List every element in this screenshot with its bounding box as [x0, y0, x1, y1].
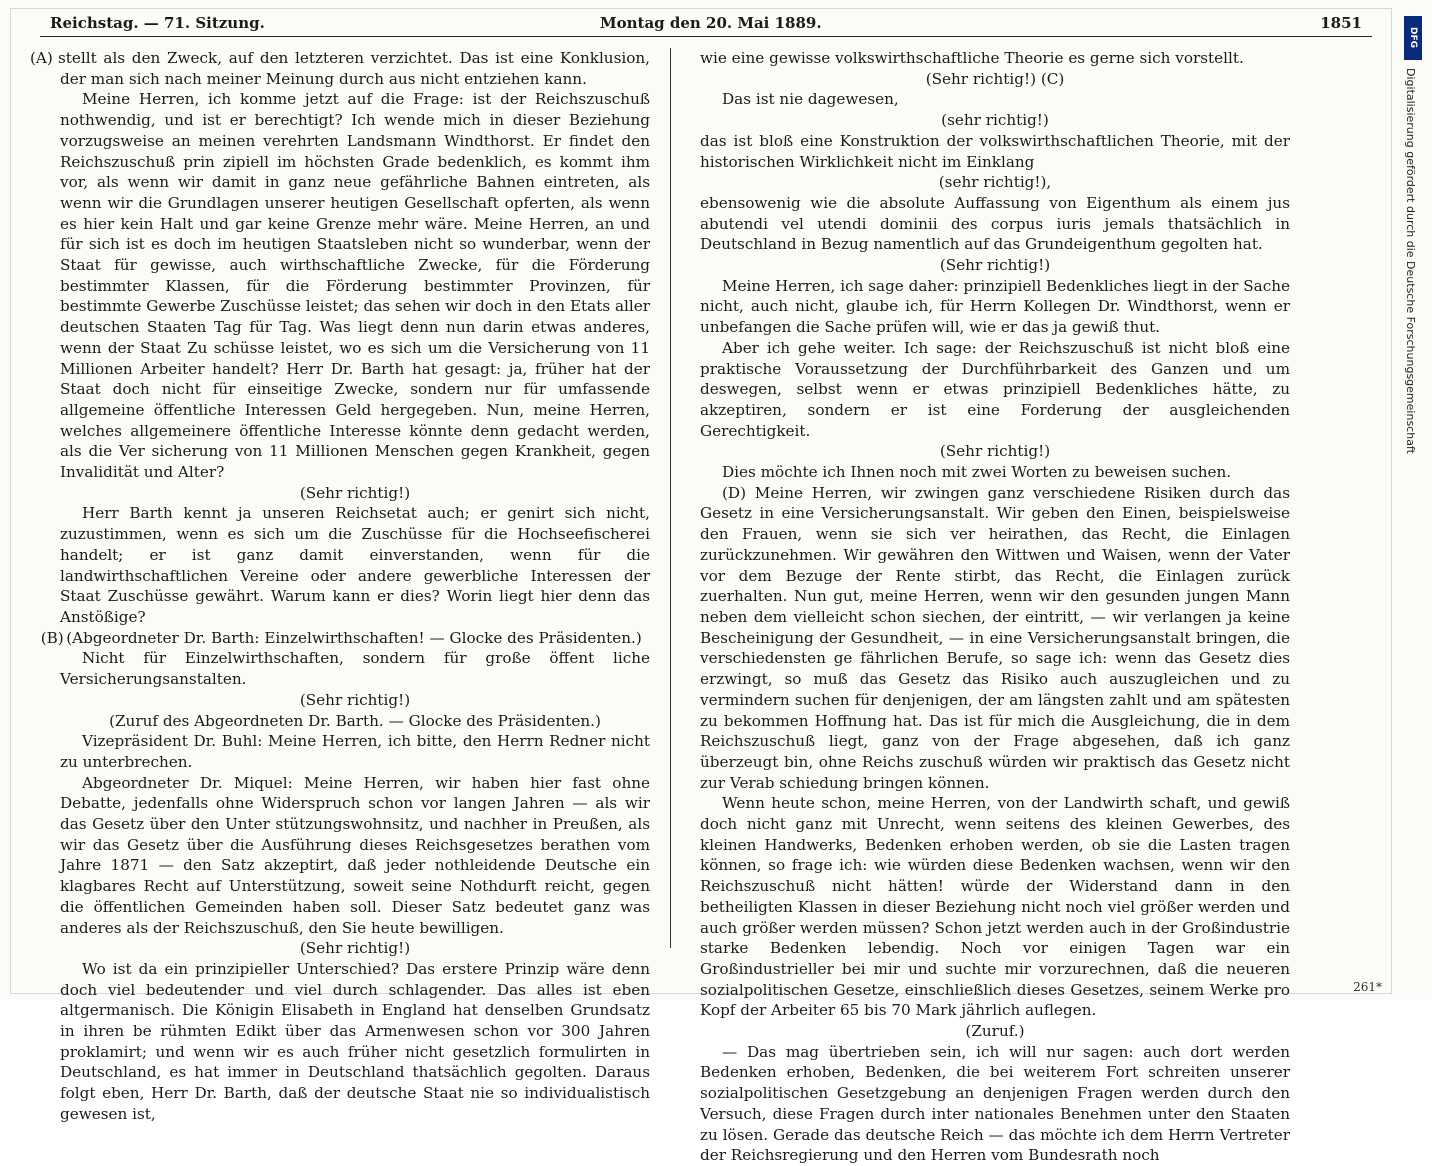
left-column — [30, 48, 650, 1123]
paragraph: das ist bloß eine Konstruktion der volkswirthschaftlichen Theorie, mit der historischen Wirklichkeit nicht im Einklang — [700, 131, 1290, 171]
paragraph: Meine Herren, ich sage daher: prinzipiell Bedenkliches liegt in der Sache nicht, auch nicht, glaube ich, für Herrn Kollegen Dr. Windthorst, wenn er unbefangen die Sache prüfen will, wie er das ja gewiß thut. — [700, 276, 1290, 337]
paragraph: Wo ist da ein prinzipieller Unterschied? Das erstere Prinzip wäre denn doch viel bedeutender und viel durch schlagender. Das alles ist eben altgermanisch. Die Königin Elisabeth in England hat denselben Grundsatz in ihren be rühmten Edikt über das Armenwesen schon vor 300 Jahren proklamirt; und wenn wir es auch früher nicht gesetzlich formulirten in Deutschland, es hat immer in Deutschland thatsächlich gegolten. Daraus folgt eben, Herr Dr. Barth, daß der deutsche Staat nie so individualistisch gewesen ist, — [60, 959, 650, 1123]
interjection — [700, 69, 1290, 90]
paragraph-text: stellt als den Zweck, auf den letzteren verzichtet. Das ist eine Konklusion, der man sich nach meiner Meinung durch aus nicht entziehen kann. — [58, 49, 650, 88]
paragraph: Wenn heute schon, meine Herren, von der Landwirth schaft, und gewiß doch nicht ganz mit Unrecht, wenn seitens des kleinen Gewerbes, des kleinen Handwerks, Bedenken erhoben werden, ob sie die Lasten tragen können, so frage ich: wie würden diese Bedenken wachsen, wenn wir den Reichszuschuß nicht hätten! würde der Widerstand dann in den betheiligten Klassen in dieser Beziehung nicht noch viel größer werden und auch größer werden müssen? Schon jetzt werden auch in der Großindustrie starke Bedenken lebendig. Noch vor einigen Tagen war ein Großindustrieller bei mir und suchte mir vorzurechnen, daß die neueren sozialpolitischen Gesetze, einschließlich dieses Gesetzes, seinem Werke pro Kopf der Arbeiter 65 bis 70 Mark jährlich auflegen. — [700, 794, 1290, 1020]
interjection: (Zuruf.) — [965, 1022, 1025, 1041]
dfg-watermark — [1398, 8, 1428, 992]
interjection: (Sehr richtig!) — [939, 256, 1051, 275]
paragraph: Dies möchte ich Ihnen noch mit zwei Worten zu beweisen suchen. — [722, 463, 1232, 482]
paragraph: Meine Herren, ich komme jetzt auf die Frage: ist der Reichszuschuß nothwendig, und ist er berechtigt? Ich wende mich in dieser Beziehung vorzugsweise an meinen verehrten Landsmann Windthorst. Er findet den Reichszuschuß prin zipiell im höchsten Grade bedenklich, es kommt ihm vor, als wenn wir damit in ganz neue gefährliche Bahnen eintreten, als wenn wir die Grundlagen unserer heutigen Gesellschaft opferten, als wenn es hier kein Halt und gar keine Grenze mehr wäre. Meine Herren, an und für sich ist es doch im heutigen Staatsleben nicht so wunderbar, wenn der Staat für gewisse, auch wirthschaftliche Zwecke, für die Förderung bestimmter Klassen, für die Förderung bestimmter Provinzen, für bestimmte Gewerbe Zuschüsse leistet; das sehen wir doch in den Etats aller deutschen Staaten Tag für Tag. Was liegt denn nun darin etwas anderes, wenn der Staat Zu schüsse leistet, wo es sich um die Versicherung von 11 Millionen Arbeiter handelt? Herr Dr. Barth hat gesagt: ja, früher hat der Staat doch nicht für einseitige Zwecke, sondern nur für umfassende allgemeine öffentliche Interessen Geld hergegeben. Nun, meine Herren, welches allgemeinere öffentliche Interesse könnte denn gedacht werden, als die Ver sicherung von 11 Millionen Menschen gegen Krankheit, gegen Invalidität und Alter? — [60, 90, 650, 482]
paragraph: — Das mag übertrieben sein, ich will nur sagen: auch dort werden Bedenken erhoben, Bedenken, die bei weiterem Fort schreiten unserer sozialpolitischen Gesetzgebung an denjenigen Fragen werden durch den Versuch, diese Fragen durch inter nationales Benehmen unter den Staaten zu lösen. Gerade das deutsche Reich — das möchte ich dem Herrn Vertreter der Reichsregierung und den Herren vom Bundesrath noch — [700, 1042, 1290, 1165]
speaker-paragraph: Abgeordneter Dr. Miquel: Meine Herren, wir haben hier fast ohne Debatte, jedenfalls ohne Widerspruch schon vor langen Jahren — als wir das Gesetz über den Unter stützungswohnsitz, und nachher in Preußen, als wir das Gesetz über die Ausführung dieses Reichsgesetzes berathen vom Jahre 1871 — den Satz akzeptirt, daß jeder nothleidende Deutsche ein klagbares Recht auf Unterstützung, soweit seine Nothdurft reicht, gegen die öffentlichen Gemeinden haben soll. Dieser Satz bedeutet ganz was anderes als der Reichszuschuß, den Sie heute bewilligen. — [60, 773, 650, 937]
paragraph: Das ist nie dagewesen, — [722, 90, 899, 109]
paragraph-text: Meine Herren, wir zwingen ganz verschiedene Risiken durch das Gesetz in eine Versicherungsanstalt. Wir geben den Einen, beispielsweise den Frauen, wenn sie sich ver heirathen, das Recht, die Einlagen zurückzunehmen. Wir gewähren den Wittwen und Waisen, wenn der Vater vor dem Bezuge der Rente stirbt, das Recht, die Einlagen zurück zuerhalten. Nun gut, meine Herren, wenn wir den gesunden jungen Mann neben dem vielleicht schon siechen, der eintritt, — wir verlangen ja keine Bescheinigung der Gesundheit, — in eine Versicherungsanstalt bringen, die verschiedensten ge fährlichen Berufe, so sage ich: wenn das Gesetz dies erzwingt, so muß das Gesetz das Risiko auch auszugleichen und zu vermindern suchen für denjenigen, der am längsten zahlt und am spätesten zu bekommen Hoffnung hat. Das ist für mich die Ausgleichung, die in dem Reichszuschuß liegt, ganz von der Frage abgesehen, daß ich ganz überzeugt bin, ohne Reichs zuschuß würden wir praktisch das Gesetz nicht zur Verab schiedung bringen können. — [700, 483, 1290, 792]
interjection: (Sehr richtig!) — [299, 939, 411, 958]
interjection: (Sehr richtig!) — [939, 442, 1051, 461]
paragraph: ebensowenig wie die absolute Auffassung von Eigenthum als einem jus abutendi vel utendi dominii des corpus iuris jemals thatsächlich in Deutschland in Bezug namentlich auf das Grundeigenthum gegolten hat. — [700, 193, 1290, 254]
margin-marker-d: (D) — [722, 483, 747, 502]
margin-marker-a: (A) — [30, 49, 53, 67]
paragraph: Herr Barth kennt ja unseren Reichsetat auch; er genirt sich nicht, zuzustimmen, wenn es sich um die Zuschüsse für die Hochseefischerei handelt; er ist ganz damit einverstanden, wenn für die landwirthschaftlichen Vereine oder andere gewerbliche Interessen der Staat Zuschüsse gewährt. Warum kann er dies? Worin liegt hier denn das Anstößige? — [60, 504, 650, 626]
paragraph: Nicht für Einzelwirthschaften, sondern für große öffent liche Versicherungsanstalten. — [60, 649, 650, 689]
interjection: (Sehr richtig!) — [299, 690, 411, 709]
header-session: Reichstag. — 71. Sitzung. — [50, 14, 265, 32]
interjection: (Sehr richtig!) — [299, 483, 411, 502]
interjection: (Zuruf des Abgeordneten Dr. Barth. — Glocke des Präsidenten.) — [109, 711, 601, 730]
paragraph: Aber ich gehe weiter. Ich sage: der Reichszuschuß ist nicht bloß eine praktische Voraussetzung der Durchführbarkeit des Ganzen und um deswegen, selbst wenn er etwas prinzipiell Bedenkliches hätte, zu akzeptiren, sondern er ist eine Forderung der ausgleichenden Gerechtigkeit. — [700, 338, 1290, 440]
margin-marker-c: (C) — [1040, 69, 1065, 88]
dfg-watermark-text: Digitalisierung gefördert durch die Deutsche Forschungsgemeinschaft — [1404, 68, 1417, 454]
paragraph — [30, 48, 650, 89]
paragraph — [700, 483, 1290, 794]
margin-marker-b: (B) — [40, 628, 64, 647]
interjection-text: (Abgeordneter Dr. Barth: Einzelwirthschaften! — Glocke des Präsidenten.) — [66, 628, 642, 647]
right-column — [700, 48, 1290, 1165]
header-date: Montag den 20. Mai 1889. — [600, 14, 822, 32]
interjection-text: (Sehr richtig!) — [925, 69, 1036, 88]
column-divider — [670, 48, 671, 948]
signature-footer: 261* — [1353, 980, 1382, 994]
header-page-number: 1851 — [1320, 14, 1362, 32]
interjection — [40, 628, 650, 649]
page-header — [40, 10, 1372, 37]
speaker-paragraph: Vizepräsident Dr. Buhl: Meine Herren, ich bitte, den Herrn Redner nicht zu unterbrechen. — [60, 732, 650, 771]
interjection: (sehr richtig!), — [938, 173, 1052, 192]
dfg-logo: DFG — [1404, 16, 1422, 60]
interjection: (sehr richtig!) — [941, 111, 1049, 130]
paragraph: wie eine gewisse volkswirthschaftliche Theorie es gerne sich vorstellt. — [700, 49, 1244, 67]
